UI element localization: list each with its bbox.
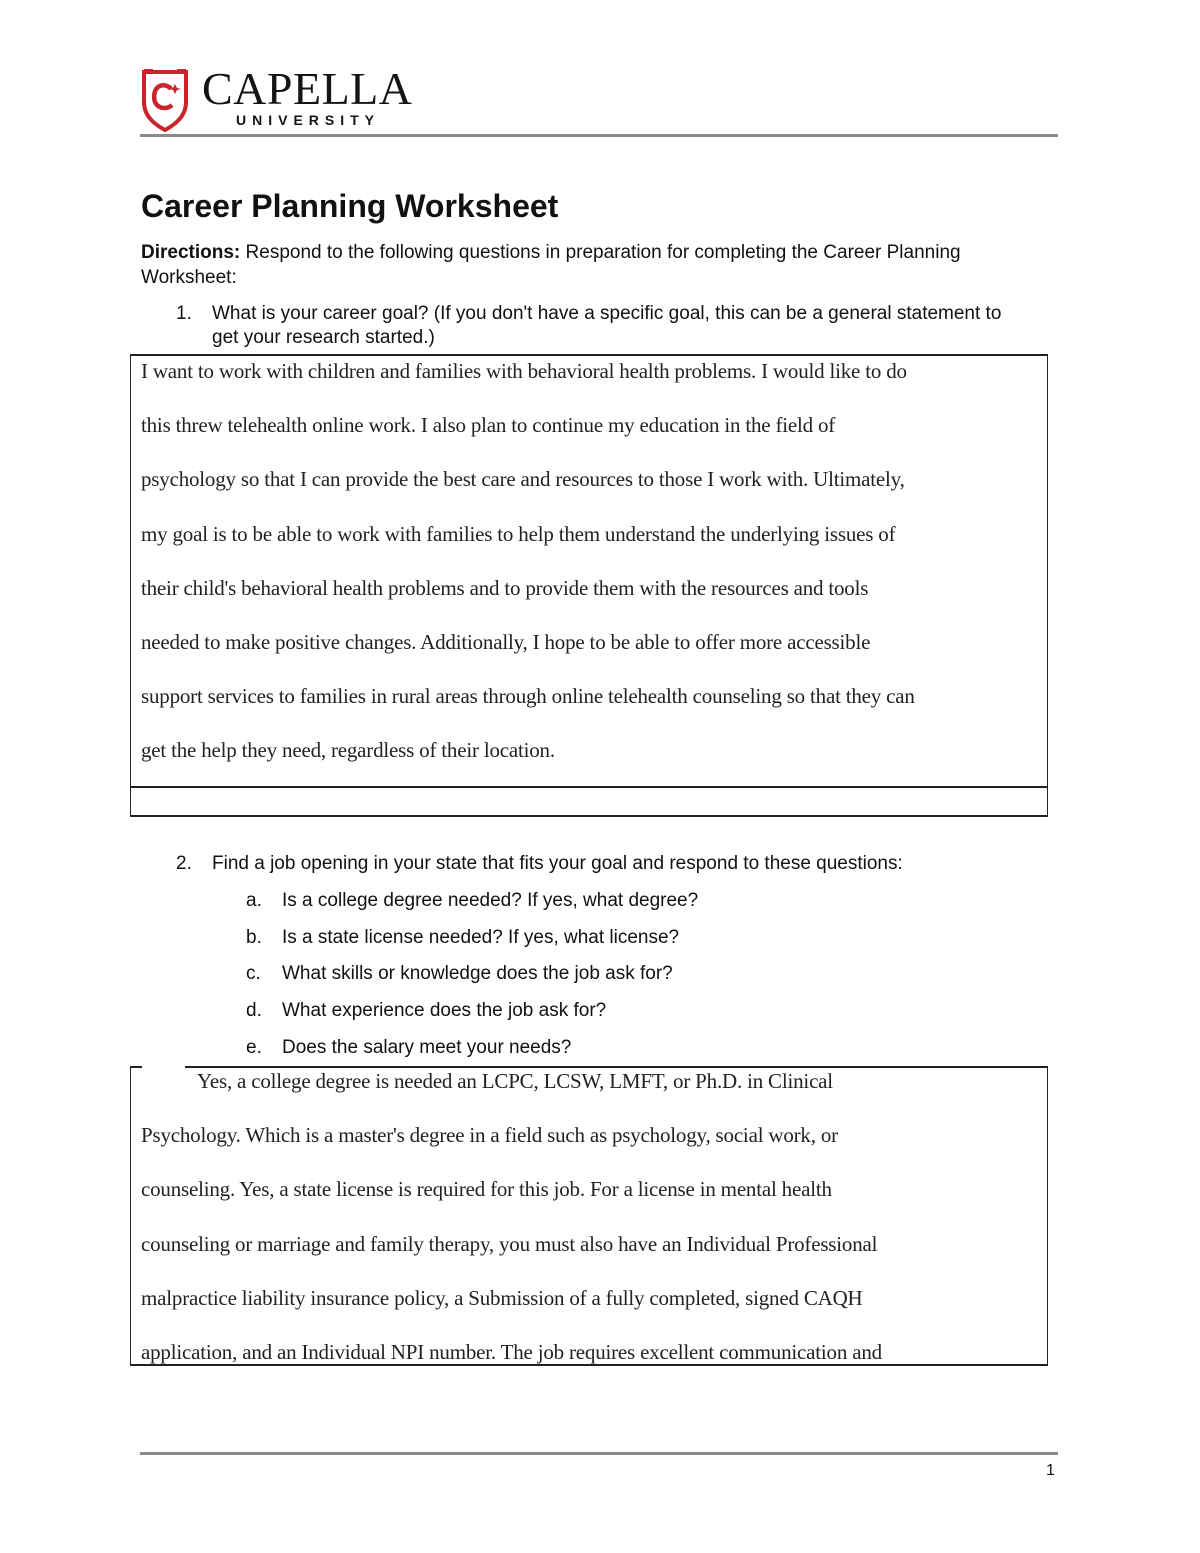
logo-subtitle: UNIVERSITY (236, 112, 381, 128)
answer-line: counseling or marriage and family therapy, you must also have an Individual Professional (141, 1231, 878, 1256)
question-text: Find a job opening in your state that fits your goal and respond to these questions: (212, 853, 903, 874)
subquestion-letter: a. (246, 890, 262, 911)
capella-shield-icon (140, 68, 190, 132)
answer-box-2 (130, 1066, 1048, 1366)
answer-line: their child's behavioral health problems and to provide them with the resources and tools (141, 575, 869, 600)
answer-box-1 (130, 354, 1048, 816)
capella-logo (140, 63, 430, 136)
answer-line: counseling. Yes, a state license is required for this job. For a license in mental health (141, 1177, 832, 1202)
page-number: 1 (1046, 1462, 1055, 1479)
question-text: What is your career goal? (If you don't have a specific goal, this can be a general statement to get your research started.) (212, 303, 1002, 348)
subquestion-text: Is a college degree needed? If yes, what degree? (282, 890, 699, 911)
footer-rule (140, 1452, 1058, 1455)
subquestion-letter: e. (246, 1037, 262, 1058)
subquestion-text: Does the salary meet your needs? (282, 1037, 572, 1058)
subquestion-text: What skills or knowledge does the job ask for? (282, 963, 673, 984)
answer-box-divider (130, 786, 1048, 788)
subquestion-letter: b. (246, 927, 262, 948)
answer-box-2-bottom-border (130, 1364, 1048, 1366)
answer-2-text (141, 1054, 1041, 1379)
answer-line: Yes, a college degree is needed an LCPC, LCSW, LMFT, or Ph.D. in Clinical (197, 1069, 833, 1093)
answer-line: psychology so that I can provide the best care and resources to those I work with. Ultimately, (141, 467, 905, 492)
answer-box-bottom-border (130, 815, 1048, 817)
subquestion-text: What experience does the job ask for? (282, 1000, 607, 1021)
answer-line: application, and an Individual NPI number. The job requires excellent communication and (141, 1340, 882, 1365)
answer-line: Psychology. Which is a master's degree in a field such as psychology, social work, or (141, 1123, 838, 1148)
page-title: Career Planning Worksheet (141, 188, 559, 224)
answer-line: get the help they need, regardless of their location. (141, 738, 555, 763)
subquestion-text: Is a state license needed? If yes, what license? (282, 927, 680, 948)
directions-text: Respond to the following questions in preparation for completing the Career Planning Worksheet: (141, 242, 961, 288)
directions-label: Directions: (141, 242, 241, 263)
answer-line: I want to work with children and families with behavioral health problems. I would like to do (141, 359, 907, 383)
answer-1-text (141, 344, 1041, 778)
subquestion-letter: c. (246, 963, 261, 984)
logo-wordmark: CAPELLA (202, 63, 413, 114)
answer-line: support services to families in rural areas through online telehealth counseling so that they can (141, 684, 915, 709)
question-number: 2. (176, 853, 192, 874)
answer-line: this threw telehealth online work. I also plan to continue my education in the field of (141, 413, 836, 438)
answer-line: malpractice liability insurance policy, a Submission of a fully completed, signed CAQH (141, 1285, 863, 1310)
answer-line: needed to make positive changes. Additionally, I hope to be able to offer more accessible (141, 630, 871, 655)
header-rule (140, 134, 1058, 137)
subquestion-letter: d. (246, 1000, 262, 1021)
question-number: 1. (176, 303, 192, 324)
directions (141, 240, 1021, 290)
answer-line: my goal is to be able to work with families to help them understand the underlying issues of (141, 521, 896, 546)
